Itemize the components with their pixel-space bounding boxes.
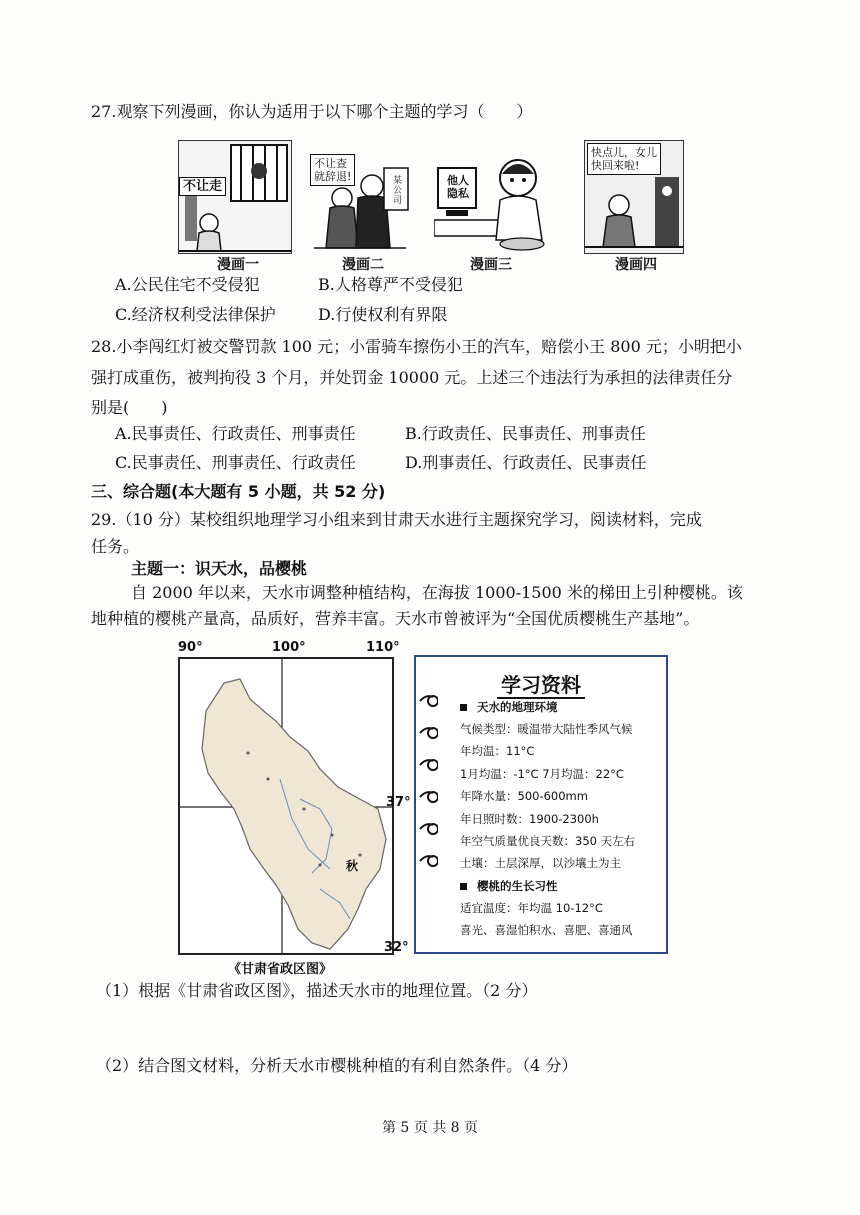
info-soil: 土壤：土层深厚，以沙壤土为主 — [460, 856, 621, 870]
q29-para-1: 自 2000 年以来，天水市调整种植结构，在海拔 1000-1500 米的梯田上引种樱桃。该 — [131, 583, 743, 602]
info-avg-temp: 年均温：11°C — [460, 744, 535, 758]
info-climate: 气候类型：暖温带大陆性季风气候 — [460, 722, 633, 736]
q28-option-b: B.行政责任、民事责任、刑事责任 — [405, 424, 646, 443]
comic-4-bubble: 快点儿，女儿 快回来啦! — [587, 143, 661, 175]
q29-line-2: 任务。 — [91, 537, 140, 556]
q29-theme-1: 主题一：识天水，品樱桃 — [131, 559, 308, 578]
binder-ring-icon — [418, 822, 438, 836]
study-material-title: 学习资料 — [416, 669, 666, 698]
map-caption: 《甘肃省政区图》 — [228, 962, 333, 977]
map-lat-32: 32° — [384, 940, 409, 955]
info-air-quality: 年空气质量优良天数：350 天左右 — [460, 834, 636, 848]
comic-1-sign: 不让走 — [179, 177, 226, 196]
q29-sub-2: （2）结合图文材料，分析天水市樱桃种植的有利自然条件。（4 分） — [96, 1056, 578, 1075]
comic-3 — [434, 140, 548, 252]
q28-line-1: 28.小李闯红灯被交警罚款 100 元；小雷骑车擦伤小王的汽车，赔偿小王 800 元；小明把小 — [91, 337, 742, 356]
map-city-label: 秋 — [346, 859, 359, 873]
study-material-box — [414, 655, 668, 954]
map-lon-100: 100° — [272, 640, 306, 655]
binder-ring-icon — [418, 790, 438, 804]
comic-2 — [306, 140, 414, 252]
comic-2-sign: 某公司 — [393, 176, 403, 206]
info-likes: 喜光、喜湿怕积水、喜肥、喜通风 — [460, 923, 633, 937]
square-bullet-icon — [460, 883, 467, 890]
comic-4-label: 漫画四 — [615, 257, 657, 273]
section-3-heading: 三、综合题(本大题有 5 小题，共 52 分) — [91, 482, 386, 501]
gansu-map — [178, 657, 394, 955]
info-heading-cherry: 樱桃的生长习性 — [460, 878, 558, 894]
info-month-temp: 1月均温：-1°C 7月均温：22°C — [460, 767, 624, 781]
info-heading-environment: 天水的地理环境 — [460, 699, 558, 715]
comic-4 — [584, 140, 684, 254]
q28-line-3: 别是( ) — [91, 398, 168, 417]
info-sunshine: 年日照时数：1900-2300h — [460, 812, 599, 826]
info-rain: 年降水量：500-600mm — [460, 789, 588, 803]
binder-ring-icon — [418, 758, 438, 772]
q29-line-1: 29.（10 分）某校组织地理学习小组来到甘肃天水进行主题探究学习，阅读材料，完成 — [91, 510, 702, 529]
comic-1 — [178, 140, 292, 254]
comic-2-label: 漫画二 — [342, 257, 384, 273]
q27-option-d: D.行使权利有界限 — [318, 305, 448, 324]
q27-option-a: A.公民住宅不受侵犯 — [115, 275, 260, 294]
q28-option-d: D.刑事责任、行政责任、民事责任 — [405, 453, 647, 472]
comic-2-bubble: 不让查 就辞退! — [310, 154, 355, 186]
comic-3-label: 漫画三 — [470, 257, 512, 273]
q27-stem: 27.观察下列漫画，你认为适用于以下哪个主题的学习（ ） — [91, 102, 533, 121]
binder-ring-icon — [418, 694, 438, 708]
comic-1-drawing — [179, 141, 291, 253]
q29-sub-1: （1）根据《甘肃省政区图》，描述天水市的地理位置。（2 分） — [96, 981, 538, 1000]
binder-ring-icon — [418, 854, 438, 868]
q27-option-c: C.经济权利受法律保护 — [115, 305, 276, 324]
q29-para-2: 地种植的樱桃产量高，品质好，营养丰富。天水市曾被评为“全国优质樱桃生产基地”。 — [91, 609, 700, 628]
binder-ring-icon — [418, 726, 438, 740]
q27-option-b: B.人格尊严不受侵犯 — [318, 275, 463, 294]
comic-1-label: 漫画一 — [217, 257, 259, 273]
q28-line-2: 强打成重伤，被判拘役 3 个月，并处罚金 10000 元。上述三个违法行为承担的法律责任分 — [91, 368, 733, 387]
page-footer: 第 5 页 共 8 页 — [381, 1120, 479, 1136]
gansu-map-drawing — [180, 659, 392, 953]
square-bullet-icon — [460, 704, 467, 711]
map-lat-37: 37° — [386, 795, 411, 810]
q28-option-c: C.民事责任、刑事责任、行政责任 — [115, 453, 356, 472]
comic-3-screen: 他人 隐私 — [444, 172, 472, 202]
q28-option-a: A.民事责任、行政责任、刑事责任 — [115, 424, 356, 443]
map-lon-110: 110° — [366, 640, 400, 655]
map-lon-90: 90° — [178, 640, 203, 655]
info-suitable-temp: 适宜温度：年均温 10-12°C — [460, 901, 603, 915]
